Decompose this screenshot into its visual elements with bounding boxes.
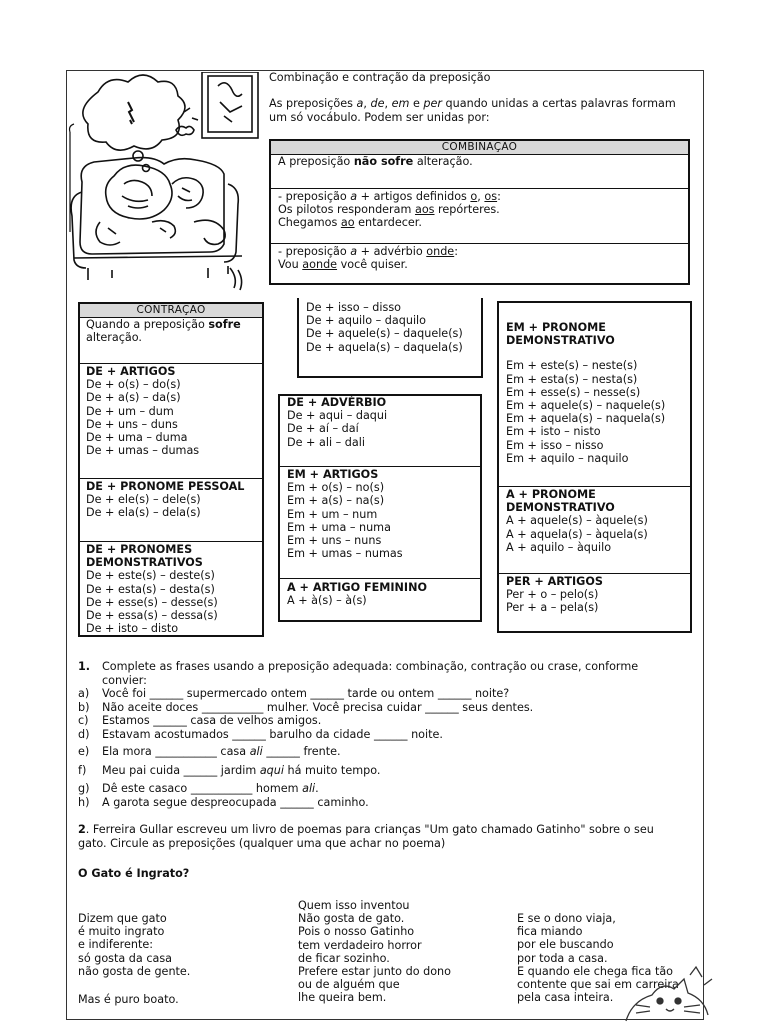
divider (80, 478, 262, 479)
section-title: DEMONSTRATIVO (506, 501, 615, 515)
list-item: De + uma – duma (86, 431, 188, 445)
poem-line: não gosta de gente. (78, 964, 191, 978)
section-title: PER + ARTIGOS (506, 575, 603, 588)
exercise-2-line-1 (78, 823, 654, 836)
poem-line: Não gosta de gato. (298, 912, 405, 926)
intro-line-1 (269, 97, 676, 110)
text: há muito tempo. (283, 764, 381, 777)
poem-line: lhe queira bem. (298, 991, 387, 1005)
intro-text: As preposições (269, 97, 357, 110)
list-item: Em + isto – nisto (506, 425, 601, 439)
divider (499, 486, 690, 487)
list-item: A + aquele(s) – àquele(s) (506, 514, 648, 528)
de-adverbio-section (287, 396, 387, 449)
list-item: De + esse(s) – desse(s) (86, 595, 218, 609)
middle-contracao-box (278, 394, 482, 622)
text-underlined: os (484, 190, 498, 203)
text: Chegamos (278, 216, 341, 230)
text: entardecer. (354, 216, 422, 230)
divider (499, 573, 690, 574)
intro-prep-de: de (370, 97, 385, 110)
intro-line-2: um só vocábulo. Podem ser unidas por: (269, 111, 490, 124)
poem-line: de ficar sozinho. (298, 951, 390, 965)
de-demonstrativos-continued-box (297, 298, 483, 378)
exercise-item-f[interactable] (102, 764, 380, 777)
section-title: DEMONSTRATIVOS (86, 556, 203, 570)
list-item: De + umas – dumas (86, 444, 200, 458)
de-pronome-pessoal-section (86, 480, 244, 520)
list-item: De + aquela(s) – daquela(s) (306, 340, 463, 354)
list-item: Em + esse(s) – nesse(s) (506, 385, 641, 399)
poem-line: fica miando (517, 925, 583, 939)
section-title: DEMONSTRATIVO (506, 334, 615, 348)
list-item: De + ela(s) – dela(s) (86, 506, 201, 520)
list-item: De + a(s) – da(s) (86, 391, 181, 405)
combinacao-row-1 (271, 155, 688, 168)
item-label: g) (78, 782, 90, 795)
text: + artigos definidos (357, 190, 471, 203)
a-artigo-feminino-section (287, 581, 427, 607)
section-title: DE + ADVÉRBIO (287, 396, 387, 409)
text-underlined: aos (414, 203, 435, 217)
page-title: Combinação e contração da preposição (269, 71, 491, 84)
text: - preposição (278, 190, 351, 203)
section-title: DE + PRONOME PESSOAL (86, 480, 245, 493)
item-label: b) (78, 701, 90, 714)
contracao-box (78, 302, 264, 637)
section-title: EM + ARTIGOS (287, 468, 379, 481)
cat-on-sofa-illustration (68, 72, 268, 294)
exercise-2-line-2: gato. Circule as preposições (qualquer uma que achar no poema) (78, 837, 446, 850)
list-item: De + uns – duns (86, 417, 178, 431)
text-underlined: ao (340, 216, 355, 230)
text: você quiser. (337, 258, 408, 272)
list-item: A + aquilo – àquilo (506, 540, 612, 554)
text: . Ferreira Gullar escreveu um livro de poemas para crianças "Um gato chamado Gatinho" sobre o seu (85, 823, 654, 836)
text: + advérbio (357, 245, 427, 258)
intro-prep-em: em (391, 97, 410, 110)
list-item: A + aquela(s) – àquela(s) (506, 527, 648, 541)
poem-line: só gosta da casa (78, 951, 173, 965)
a-pronome-demonstrativo-section (506, 488, 648, 554)
em-pronome-demonstrativo-section (506, 321, 665, 465)
text-bold: não sofre (353, 155, 414, 168)
list-item: Em + aquela(s) – naquela(s) (506, 412, 666, 426)
poem-line: Pois o nosso Gatinho (298, 925, 415, 939)
text: . (315, 782, 319, 795)
list-item: De + aquele(s) – daquele(s) (306, 327, 463, 341)
intro-prep-a: a (356, 97, 364, 110)
intro-sep: e (409, 97, 424, 110)
contracao-header: CONTRAÇÃO (80, 304, 262, 318)
text: Ela mora ___________ casa (102, 745, 250, 758)
text: Dê este casaco ___________ homem (102, 782, 303, 795)
exercise-1-instruction: Complete as frases usando a preposição adequada: combinação, contração ou crase, conforme (102, 660, 639, 673)
list-item: Em + esta(s) – nesta(s) (506, 372, 638, 386)
divider (280, 466, 480, 467)
list-item: De + aquilo – daquilo (306, 314, 427, 328)
spacer (506, 347, 665, 359)
exercise-item-b[interactable]: Não aceite doces ___________ mulher. Você precisa cuidar ______ seus dentes. (102, 701, 534, 714)
poem-line: Prefere estar junto do dono (298, 965, 451, 979)
cat-face-illustration (620, 965, 716, 1023)
list-item: Per + o – pelo(s) (506, 588, 599, 602)
text: A preposição (278, 155, 354, 168)
section-title: EM + PRONOME (506, 321, 606, 334)
poem-column-2 (298, 899, 451, 1005)
poem-line: por toda a casa. (517, 951, 608, 965)
text: , (477, 190, 485, 203)
text-italic: ali (302, 782, 316, 795)
right-contracao-box (497, 301, 692, 633)
text: alteração. (413, 155, 473, 168)
divider (271, 188, 688, 189)
list-item: Em + uns – nuns (287, 534, 382, 548)
de-artigos-section (86, 365, 199, 457)
list-item: Em + aquele(s) – naquele(s) (506, 399, 666, 413)
text-underlined: o (470, 190, 478, 203)
list-item: De + essa(s) – dessa(s) (86, 609, 218, 623)
text-italic: a (350, 245, 358, 258)
list-item: Em + um – num (287, 507, 378, 521)
text: : (454, 245, 458, 258)
text: : (497, 190, 501, 203)
list-item: Em + isso – nisso (506, 438, 604, 452)
poem-line: E se o dono viaja, (517, 912, 616, 925)
list-item: De + aí – daí (287, 422, 359, 436)
section-title: DE + PRONOMES (86, 543, 193, 556)
item-label: a) (78, 687, 90, 700)
item-label: h) (78, 796, 90, 809)
list-item: De + isto – disto (86, 622, 179, 636)
exercise-item-e[interactable] (102, 745, 341, 758)
text: Vou (278, 258, 303, 272)
contracao-intro (80, 318, 262, 344)
poem-line: tem verdadeiro horror (298, 938, 422, 952)
per-artigos-section (506, 575, 603, 615)
section-title: A + ARTIGO FEMININO (287, 581, 427, 594)
list-item: De + ali – dali (287, 435, 365, 449)
thought-bubble (83, 75, 185, 150)
divider (80, 541, 262, 542)
exercise-2-number: 2 (78, 823, 86, 836)
combinacao-row-2 (278, 190, 501, 230)
sofa (80, 158, 224, 254)
divider (280, 578, 480, 579)
list-item: A + à(s) – à(s) (287, 594, 367, 608)
text: repórteres. (434, 203, 500, 217)
text: alteração. (86, 331, 142, 345)
em-artigos-section (287, 468, 403, 560)
text: ______ frente. (262, 745, 341, 758)
poem-line: é muito ingrato (78, 925, 165, 939)
text: Meu pai cuida ______ jardim (102, 764, 260, 777)
text: Os pilotos responderam (278, 203, 415, 217)
section-title: A + PRONOME (506, 488, 596, 501)
text-italic: ali (249, 745, 263, 758)
list-item: De + o(s) – do(s) (86, 378, 181, 392)
poem-line: E quando ele chega fica tão (517, 964, 674, 978)
poem-line: pela casa inteira. (517, 991, 614, 1005)
exercise-item-h[interactable]: A garota segue despreocupada ______ caminho. (102, 796, 369, 809)
text-underlined: aonde (302, 258, 338, 272)
exercise-1-instruction-cont: convier: (102, 674, 147, 687)
combinacao-box (269, 139, 690, 285)
combinacao-row-3 (278, 245, 458, 271)
list-item: Em + este(s) – neste(s) (506, 359, 638, 373)
intro-sep: , (363, 97, 371, 110)
list-item: Em + o(s) – no(s) (287, 481, 385, 495)
item-label: c) (78, 714, 89, 727)
divider (271, 243, 688, 244)
text: - preposição (278, 245, 351, 258)
exercise-item-a[interactable]: Você foi ______ supermercado ontem ______ tarde ou ontem ______ noite? (102, 687, 510, 700)
text-italic: a (350, 190, 358, 203)
list-item: Per + a – pela(s) (506, 601, 599, 615)
poem-line: Mas é puro boato. (78, 993, 179, 1006)
divider (80, 363, 262, 364)
poem-line: contente que sai em carreira (517, 978, 679, 992)
poem-line: ou de alguém que (298, 978, 400, 992)
list-item: De + ele(s) – dele(s) (86, 493, 201, 507)
intro-sep: , (384, 97, 392, 110)
exercise-item-d[interactable]: Estavam acostumados ______ barulho da cidade ______ noite. (102, 728, 443, 741)
list-item: Em + a(s) – na(s) (287, 494, 385, 508)
intro-text: quando unidas a certas palavras formam (442, 97, 676, 110)
list-item: De + esta(s) – desta(s) (86, 582, 215, 596)
item-label: f) (78, 764, 87, 777)
poem-line: Dizem que gato (78, 912, 167, 925)
exercise-item-c[interactable]: Estamos ______ casa de velhos amigos. (102, 714, 322, 727)
list-item: De + isso – disso (306, 301, 402, 314)
poem-line: e indiferente: (78, 938, 154, 952)
poem-line: por ele buscando (517, 938, 614, 952)
list-item: De + aqui – daqui (287, 409, 388, 423)
de-pronomes-demonstrativos-section (86, 543, 218, 635)
list-item: Em + umas – numas (287, 547, 403, 561)
list-item: De + este(s) – deste(s) (86, 569, 215, 583)
text: Quando a preposição (86, 318, 209, 331)
combinacao-header: COMBINAÇÃO (271, 141, 688, 155)
poem-line: Quem isso inventou (298, 899, 410, 912)
poem-column-1 (78, 912, 190, 978)
text-underlined: onde (426, 245, 455, 258)
intro-prep-per: per (423, 97, 442, 110)
item-label: d) (78, 728, 90, 741)
exercise-item-g[interactable] (102, 782, 319, 795)
list-item: Em + uma – numa (287, 520, 391, 534)
list-item: Em + aquilo – naquilo (506, 451, 629, 465)
section-title: DE + ARTIGOS (86, 365, 176, 378)
poem-title: O Gato é Ingrato? (78, 867, 190, 880)
text-italic: aqui (259, 764, 284, 777)
exercise-1-number: 1. (78, 660, 91, 673)
item-label: e) (78, 745, 90, 758)
list-item: De + um – dum (86, 404, 174, 418)
text-bold: sofre (208, 318, 241, 331)
